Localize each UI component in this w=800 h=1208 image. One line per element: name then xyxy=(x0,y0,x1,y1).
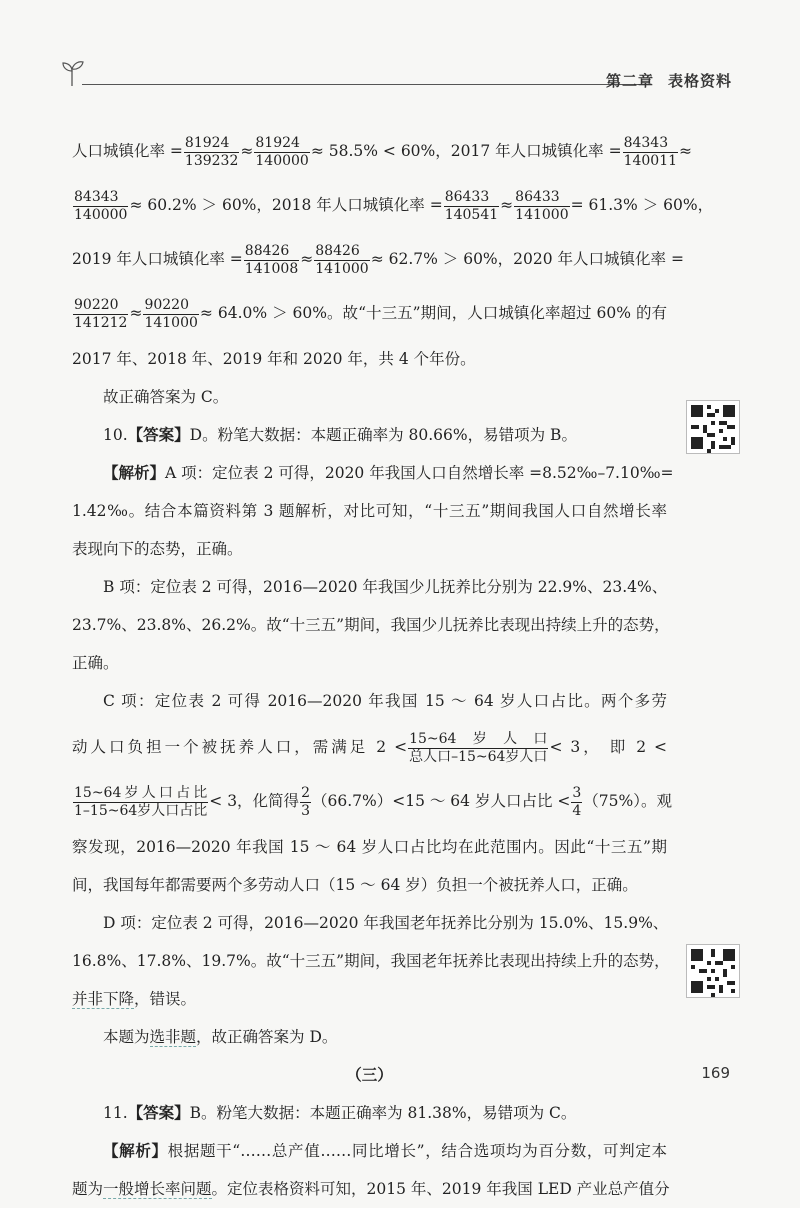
chapter-label: 第二章 xyxy=(605,72,654,90)
answer-line-q11: 11.【答案】B。粉笔大数据：本题正确率为 81.38%，易错项为 C。 xyxy=(103,1103,577,1122)
section-label: 表格资料 xyxy=(667,72,732,90)
text-line: C 项：定位表 2 可得 2016—2020 年我国 15 ～ 64 岁人口占比。两个多劳 xyxy=(103,692,667,710)
fraction: $\frac{3}{4}$ xyxy=(572,785,582,819)
text-line: 正确。 xyxy=(72,654,119,672)
text-line: 表现向下的态势，正确。 xyxy=(72,540,243,558)
text-line: 1.42‰。结合本篇资料第 3 题解析，对比可知，“十三五”期间我国人口自然增长率 xyxy=(72,502,667,520)
fraction: $\frac{90220}{141212}$ xyxy=(74,297,128,331)
header-rule xyxy=(82,84,650,85)
text-line: B 项：定位表 2 可得，2016—2020 年我国少儿抚养比分别为 22.9%、23.4%、 xyxy=(103,578,668,596)
fraction: $\frac{\text{15\textasciitilde{}64岁人口}}{\text{总人口–15\textasciitilde{}64岁人口}}$ xyxy=(409,731,548,765)
page-header xyxy=(60,58,740,98)
text-line: 23.7%、23.8%、26.2%。故“十三五”期间，我国少儿抚养比表现出持续上升的态势， xyxy=(72,616,670,634)
page-number: 169 xyxy=(701,1064,730,1082)
text-line: 间，我国每年都需要两个多劳动人口（15 ～ 64 岁）负担一个被抚养人口，正确。 xyxy=(72,876,638,894)
fraction: $\frac{86433}{141000}$ xyxy=(515,189,569,223)
fraction: $\frac{86433}{140541}$ xyxy=(444,189,499,223)
text-line: 2019 年人口城镇化率 = $\frac{88426}{141008}$ ≈ $\frac{88426}{141000}$ ≈ 62.7% ＞ 60%，2020 年人口城镇化率 = xyxy=(72,243,684,277)
text-line: 故正确答案为 C。 xyxy=(103,388,229,406)
text-line: 16.8%、17.8%、19.7%。故“十三五”期间，我国老年抚养比表现出持续上升的态势， xyxy=(72,952,670,970)
text-line: 察发现，2016—2020 年我国 15 ～ 64 岁人口占比均在此范围内。因此“十三五”期 xyxy=(72,838,667,856)
text-line: 题为一般增长率问题。定位表格资料可知，2015 年、2019 年我国 LED 产业总产值分 xyxy=(72,1180,670,1198)
fraction: $\frac{\text{15\textasciitilde{}64岁人口占比}}{\text{1–15\textasciitilde{}64岁人口占比}}$ xyxy=(74,785,208,819)
text-line: 【解析】根据题干“……总产值……同比增长”，结合选项均为百分数，可判定本 xyxy=(103,1141,667,1160)
text-line: 【解析】A 项：定位表 2 可得，2020 年我国人口自然增长率 =8.52‰–7.10‰= xyxy=(103,463,674,482)
fraction: $\frac{81924}{139232}$ xyxy=(184,135,239,169)
fraction: $\frac{84343}{140000}$ xyxy=(74,189,128,223)
fraction: $\frac{88426}{141000}$ xyxy=(315,243,369,277)
qr-code-icon[interactable] xyxy=(686,400,740,454)
fraction: $\frac{2}{3}$ xyxy=(301,785,310,819)
text-line: D 项：定位表 2 可得，2016—2020 年我国老年抚养比分别为 15.0%、15.9%、 xyxy=(103,914,669,932)
text-line: $\frac{90220}{141212}$ ≈ $\frac{90220}{141000}$ ≈ 64.0% ＞ 60%。故“十三五”期间，人口城镇化率超过 60% 的有 xyxy=(74,297,667,331)
fraction: $\frac{84343}{140011}$ xyxy=(623,135,678,169)
text-line: 2017 年、2018 年、2019 年和 2020 年，共 4 个年份。 xyxy=(72,350,476,368)
fraction: $\frac{81924}{140000}$ xyxy=(255,135,309,169)
text-line: 动人口负担一个被抚养人口，需满足 2 < $\frac{\text{15\textasciitilde{}64岁人口}}{\text{总人口–15\textasciitilde{}64岁人口}}$ < 3， 即 2 < xyxy=(72,731,667,765)
document-body xyxy=(72,124,714,1208)
answer-line-q10: 10.【答案】D。粉笔大数据：本题正确率为 80.66%，易错项为 B。 xyxy=(103,425,577,444)
header-title xyxy=(606,70,732,91)
text-line: $\frac{84343}{140000}$ ≈ 60.2% ＞ 60%，2018 年人口城镇化率 = $\frac{86433}{140541}$ ≈ $\frac{86433}{141000}$ = 61.3% ＞ 60%， xyxy=(74,189,714,223)
text-line: 人口城镇化率 = $\frac{81924}{139232}$ ≈ $\frac{81924}{140000}$ ≈ 58.5% < 60%，2017 年人口城镇化率 = $\frac{84343}{140011}$ ≈ xyxy=(72,135,693,169)
fraction: $\frac{90220}{141000}$ xyxy=(144,297,198,331)
text-line: 并非下降，错误。 xyxy=(72,990,197,1008)
text-line: $\frac{\text{15\textasciitilde{}64岁人口占比}}{\text{1–15\textasciitilde{}64岁人口占比}}$ < 3，化简得 $\frac{2}{3}$ （66.7%）<15 ～ 64 岁人口占比 < $\frac{3}{4}$ （75%）。观 xyxy=(74,785,672,819)
text-line: 本题为选非题，故正确答案为 D。 xyxy=(103,1028,338,1046)
section-heading: （三） xyxy=(346,1065,393,1084)
fraction: $\frac{88426}{141008}$ xyxy=(244,243,299,277)
qr-code-icon[interactable] xyxy=(686,944,740,998)
